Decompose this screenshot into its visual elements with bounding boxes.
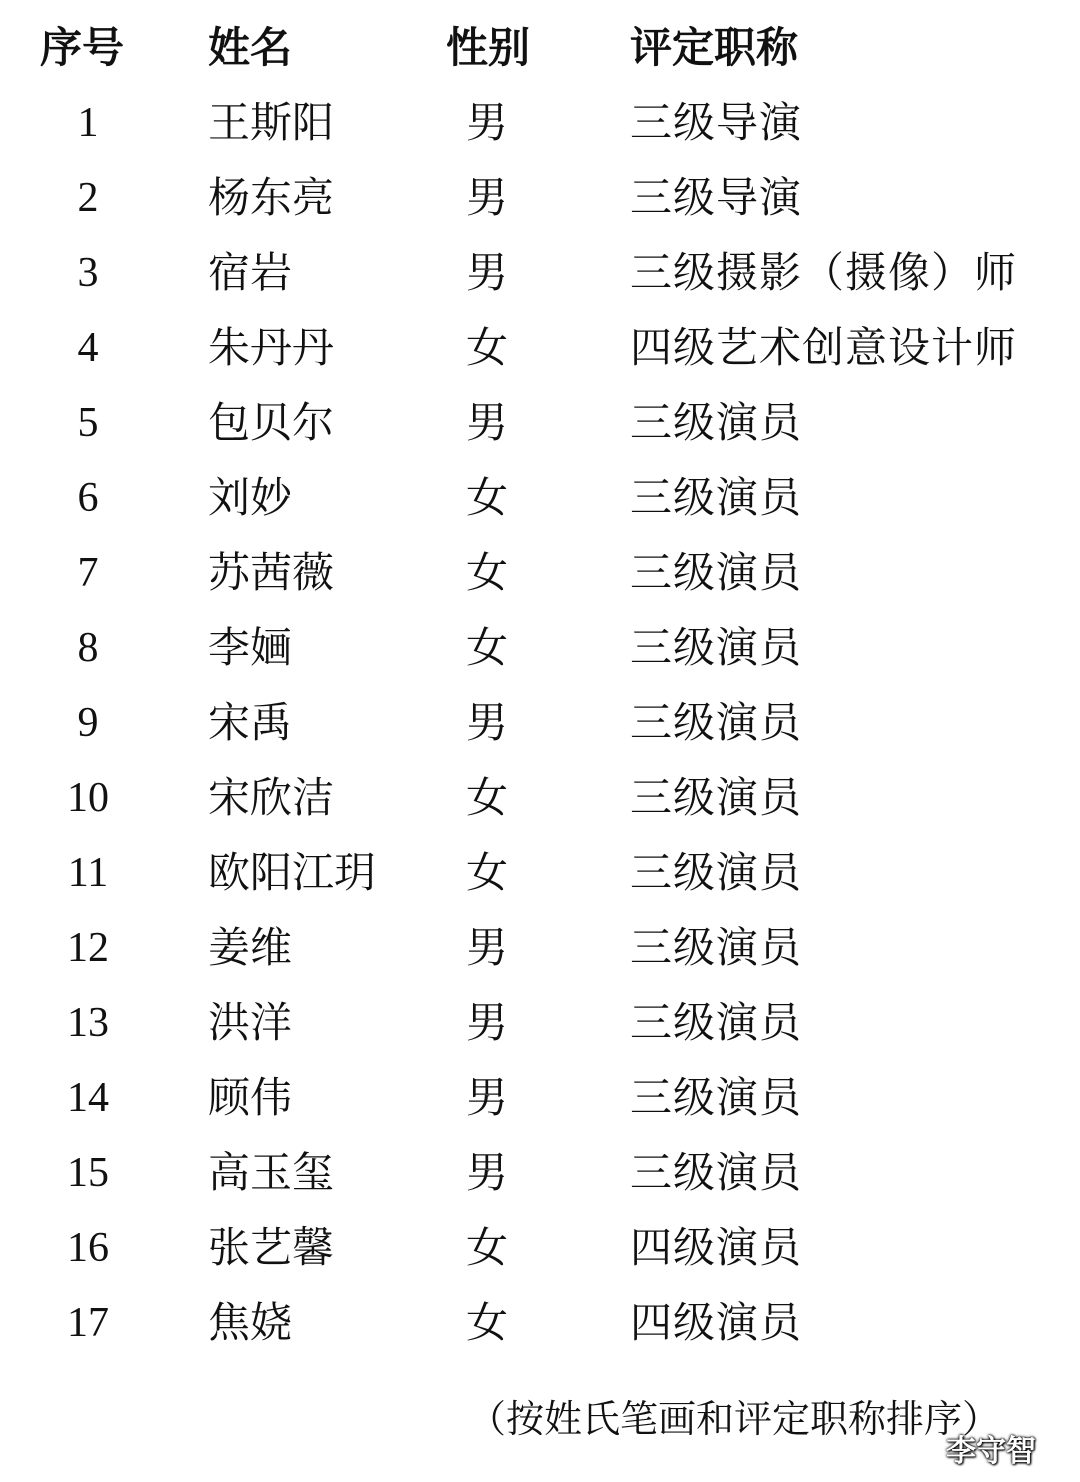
table-row (0, 1217, 1080, 1292)
cell-title: 三级演员 (630, 548, 803, 597)
header-seq: 序号 (40, 23, 125, 72)
cell-gender: 男 (466, 1073, 509, 1122)
header-name: 姓名 (208, 23, 293, 72)
cell-gender: 女 (466, 848, 509, 897)
cell-name: 宋禹 (208, 698, 293, 747)
cell-seq: 7 (77, 550, 99, 596)
cell-title: 三级演员 (630, 773, 803, 822)
cell-gender: 女 (466, 773, 509, 822)
cell-name: 欧阳江玥 (208, 848, 377, 897)
cell-name: 宋欣洁 (208, 773, 335, 822)
table-row (0, 1067, 1080, 1142)
table-row (0, 617, 1080, 692)
cell-gender: 女 (466, 323, 509, 372)
table-row (0, 392, 1080, 467)
cell-name: 洪洋 (208, 998, 293, 1047)
table-row (0, 92, 1080, 167)
table-row (0, 692, 1080, 767)
cell-title: 三级演员 (630, 1148, 803, 1197)
cell-name: 王斯阳 (208, 98, 335, 147)
cell-title: 三级演员 (630, 1073, 803, 1122)
table-row (0, 767, 1080, 842)
table-row (0, 542, 1080, 617)
cell-gender: 女 (466, 473, 509, 522)
cell-seq: 13 (67, 1000, 109, 1046)
table-row (0, 842, 1080, 917)
cell-seq: 11 (67, 850, 109, 896)
cell-gender: 女 (466, 623, 509, 672)
table-row (0, 992, 1080, 1067)
table-header (0, 18, 1080, 78)
table-row (0, 317, 1080, 392)
table-row (0, 917, 1080, 992)
watermark: 李守智 (946, 1434, 1036, 1469)
table-row (0, 467, 1080, 542)
cell-gender: 女 (466, 548, 509, 597)
cell-title: 三级演员 (630, 473, 803, 522)
cell-seq: 5 (77, 400, 99, 446)
cell-title: 四级演员 (630, 1298, 803, 1347)
cell-name: 包贝尔 (208, 398, 335, 447)
cell-title: 四级演员 (630, 1223, 803, 1272)
table-row (0, 167, 1080, 242)
cell-gender: 男 (466, 98, 509, 147)
cell-name: 宿岩 (208, 248, 293, 297)
cell-title: 三级演员 (630, 398, 803, 447)
cell-gender: 男 (466, 173, 509, 222)
cell-seq: 10 (67, 775, 109, 821)
cell-name: 顾伟 (208, 1073, 293, 1122)
cell-gender: 男 (466, 248, 509, 297)
cell-title: 三级导演 (630, 98, 803, 147)
cell-seq: 8 (77, 625, 99, 671)
cell-seq: 12 (67, 925, 109, 971)
cell-gender: 男 (466, 398, 509, 447)
cell-title: 三级演员 (630, 848, 803, 897)
footnote: （按姓氏笔画和评定职称排序） (468, 1397, 1001, 1441)
header-title: 评定职称 (630, 23, 799, 72)
table-row (0, 1142, 1080, 1217)
cell-name: 张艺馨 (208, 1223, 335, 1272)
cell-seq: 16 (67, 1225, 109, 1271)
cell-gender: 男 (466, 1148, 509, 1197)
cell-seq: 9 (77, 700, 99, 746)
table-row (0, 1292, 1080, 1367)
cell-name: 杨东亮 (208, 173, 335, 222)
table-row (0, 242, 1080, 317)
cell-gender: 女 (466, 1223, 509, 1272)
cell-title: 三级演员 (630, 698, 803, 747)
cell-title: 四级艺术创意设计师 (630, 323, 1018, 372)
cell-seq: 1 (77, 100, 99, 146)
cell-gender: 男 (466, 923, 509, 972)
cell-name: 焦娆 (208, 1298, 293, 1347)
cell-name: 刘妙 (208, 473, 293, 522)
cell-title: 三级导演 (630, 173, 803, 222)
cell-seq: 14 (67, 1075, 109, 1121)
cell-gender: 男 (466, 698, 509, 747)
cell-name: 苏茜薇 (208, 548, 335, 597)
cell-seq: 4 (77, 325, 99, 371)
table-body (0, 92, 1080, 1367)
cell-seq: 15 (67, 1150, 109, 1196)
cell-name: 李婳 (208, 623, 293, 672)
cell-seq: 17 (67, 1300, 109, 1346)
cell-title: 三级演员 (630, 623, 803, 672)
cell-gender: 女 (466, 1298, 509, 1347)
cell-title: 三级演员 (630, 923, 803, 972)
header-gender: 性别 (446, 23, 531, 72)
cell-name: 姜维 (208, 923, 293, 972)
cell-name: 朱丹丹 (208, 323, 335, 372)
cell-title: 三级摄影（摄像）师 (630, 248, 1018, 297)
cell-seq: 3 (77, 250, 99, 296)
cell-name: 高玉玺 (208, 1148, 335, 1197)
cell-title: 三级演员 (630, 998, 803, 1047)
cell-seq: 6 (77, 475, 99, 521)
cell-seq: 2 (77, 175, 99, 221)
cell-gender: 男 (466, 998, 509, 1047)
